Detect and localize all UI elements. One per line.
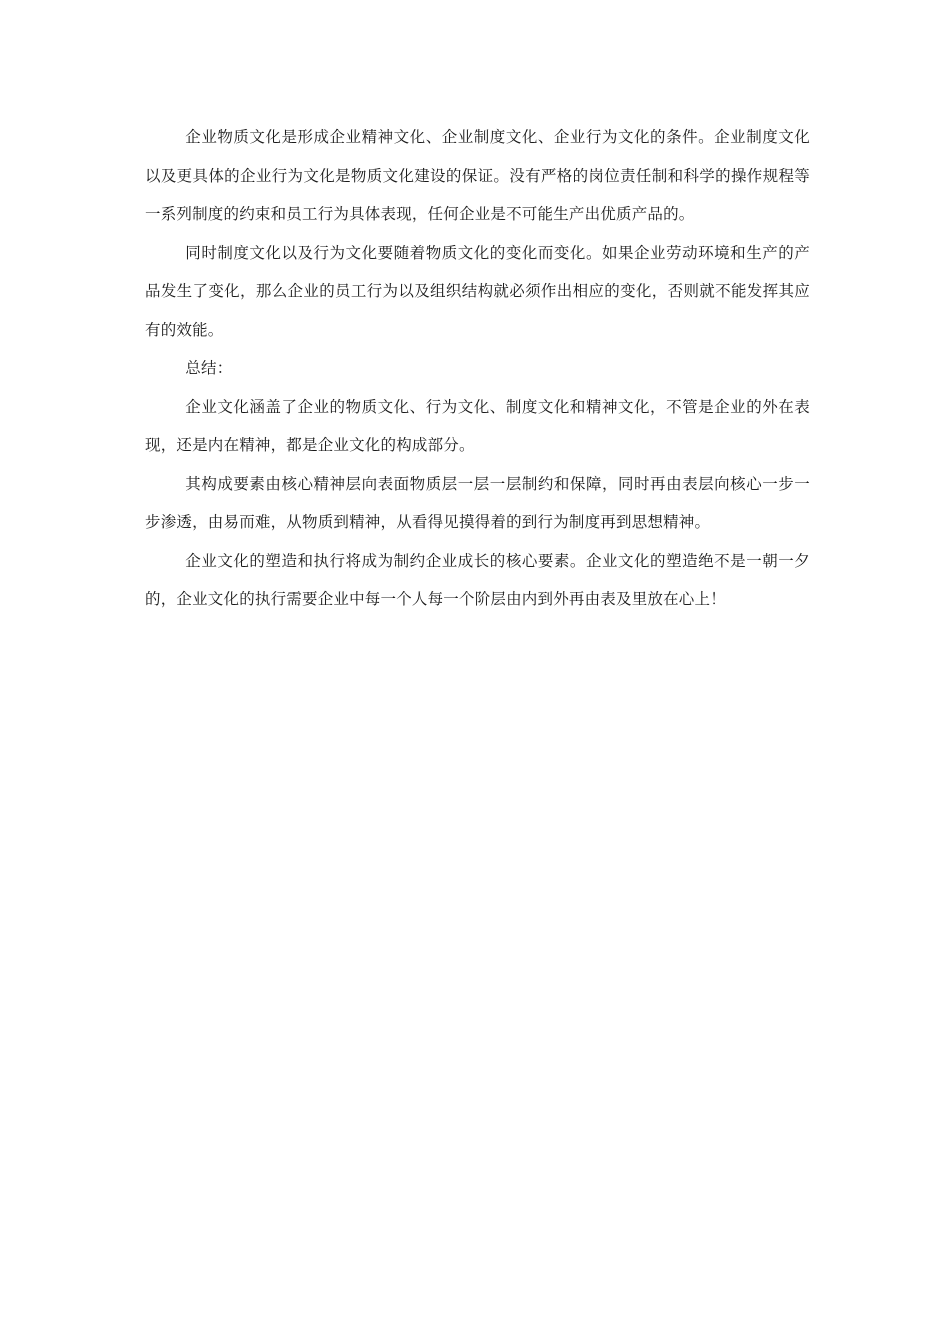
- paragraph-culture-layers: 其构成要素由核心精神层向表面物质层一层一层制约和保障，同时再由表层向核心一步一步渗透，由易而难，从物质到精神，从看得见摸得着的到行为制度再到思想精神。: [145, 474, 810, 531]
- paragraph-material-culture: 企业物质文化是形成企业精神文化、企业制度文化、企业行为文化的条件。企业制度文化以及更具体的企业行为文化是物质文化建设的保证。没有严格的岗位责任制和科学的操作规程等一系列制度的约束和员工行为具体表现，任何企业是不可能生产出优质产品的。: [145, 128, 810, 223]
- paragraph-culture-change: 同时制度文化以及行为文化要随着物质文化的变化而变化。如果企业劳动环境和生产的产品发生了变化，那么企业的员工行为以及组织结构就必须作出相应的变化，否则就不能发挥其应有的效能。: [145, 243, 810, 339]
- paragraph-culture-shaping: 企业文化的塑造和执行将成为制约企业成长的核心要素。企业文化的塑造绝不是一朝一夕的，企业文化的执行需要企业中每一个人每一个阶层由内到外再由表及里放在心上！: [145, 551, 810, 608]
- summary-heading: 总结：: [185, 359, 233, 377]
- document-body: [145, 118, 810, 619]
- paragraph-culture-scope: 企业文化涵盖了企业的物质文化、行为文化、制度文化和精神文化，不管是企业的外在表现，还是内在精神，都是企业文化的构成部分。: [145, 397, 810, 454]
